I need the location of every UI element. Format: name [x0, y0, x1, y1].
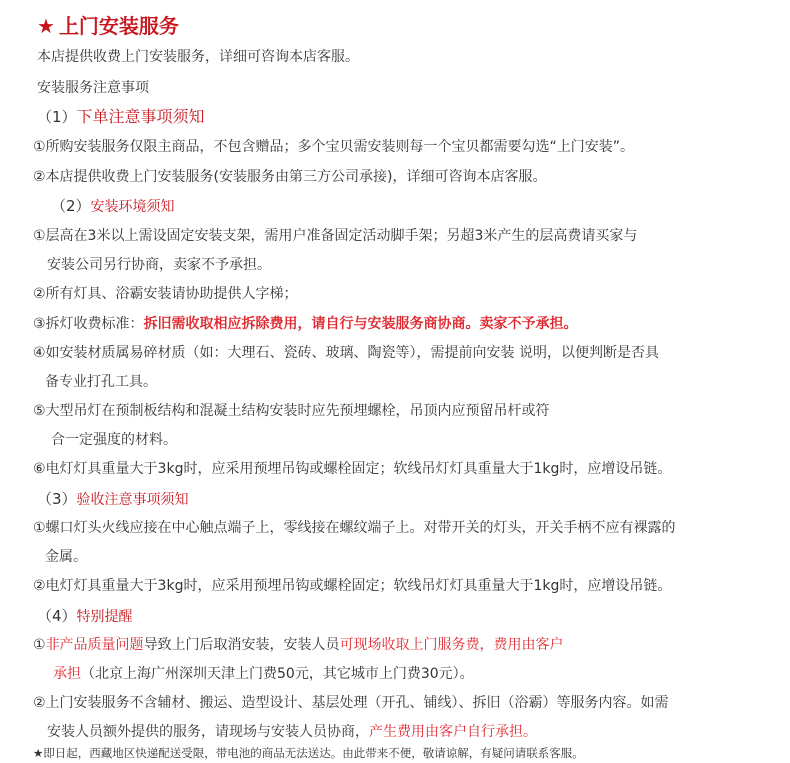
section1-item2: ②本店提供收费上门安装服务(安装服务由第三方公司承接)，详细可咨询本店客服。 [33, 169, 547, 185]
section3-heading [37, 489, 189, 510]
section1-num: （1） [37, 108, 77, 126]
page-title [37, 13, 179, 39]
section4-item2-line1: ②上门安装服务不含辅材、搬运、造型设计、基层处理（开孔、铺线）、拆旧（浴霸）等服务内容。如需 [33, 695, 669, 711]
section2-item5-line1: ⑤大型吊灯在预制板结构和混凝土结构安装时应先预埋螺栓，吊顶内应预留吊杆或符 [33, 403, 550, 419]
section4-item2-prefix: 安装人员额外提供的服务，请现场与安装人员协商， [47, 724, 369, 740]
section4-item1-line1 [33, 635, 564, 655]
section4-item1-fees: （北京上海广州深圳天津上门费50元，其它城市上门费30元）。 [81, 666, 474, 682]
section3-item2: ②电灯灯具重量大于3kg时，应采用预埋吊钩或螺栓固定；软线吊灯灯具重量大于1kg时，应增设吊链。 [33, 578, 672, 594]
section2-item1-line2: 安装公司另行协商，卖家不予承担。 [47, 257, 271, 273]
section4-item1-middle: 导致上门后取消安装，安装人员 [143, 637, 340, 653]
section2-item1-line1: ①层高在3米以上需设固定安装支架，需用户准备固定活动脚手架；另超3米产生的层高费请买家与 [33, 228, 638, 244]
section3-item1-line2: 金属。 [45, 549, 87, 565]
section4-item2-line2 [47, 722, 537, 742]
section2-item3-highlight: 拆旧需收取相应拆除费用，请自行与安装服务商协商。卖家不予承担。 [143, 316, 578, 332]
section4-label: 特别提醒 [76, 609, 133, 625]
section4-item1-mark: ① [33, 637, 46, 653]
section3-item1-line1: ①螺口灯头火线应接在中心触点端子上，零线接在螺纹端子上。对带开关的灯头，开关手柄不应有裸露的 [33, 520, 676, 536]
section4-item1-line2 [53, 664, 474, 684]
section2-item4-line1: ④如安装材质属易碎材质（如：大理石、瓷砖、玻璃、陶瓷等），需提前向安装 说明，以便判断是否具 [33, 345, 659, 361]
section4-heading [37, 606, 133, 627]
intro-text: 本店提供收费上门安装服务，详细可咨询本店客服。 [37, 49, 359, 65]
section2-num: （2） [51, 197, 91, 215]
page-title-text: 上门安装服务 [58, 14, 179, 38]
section4-num: （4） [37, 607, 77, 625]
section4-item1-highlight1: 非产品质量问题 [45, 637, 144, 653]
section1-heading [37, 107, 205, 127]
section2-item3-prefix: ③拆灯收费标准： [33, 316, 144, 332]
section2-item3 [33, 314, 578, 334]
section3-label: 验收注意事项须知 [76, 492, 189, 508]
section4-item1-highlight3: 承担 [53, 666, 81, 682]
notice-title: 安装服务注意事项 [37, 80, 149, 96]
section2-item4-line2: 备专业打孔工具。 [45, 374, 157, 390]
section3-num: （3） [37, 490, 77, 508]
section4-item1-highlight2: 可现场收取上门服务费，费用由客户 [339, 637, 564, 653]
section2-item5-line2: 合一定强度的材料。 [51, 432, 177, 448]
section1-label: 下单注意事项须知 [76, 107, 205, 126]
star-icon: ★ [37, 14, 55, 38]
section2-item6: ⑥电灯灯具重量大于3kg时，应采用预埋吊钩或螺栓固定；软线吊灯灯具重量大于1kg时，应增设吊链。 [33, 461, 672, 477]
section4-item2-highlight: 产生费用由客户自行承担。 [369, 724, 537, 740]
section2-label: 安装环境须知 [90, 199, 175, 215]
section2-item2: ②所有灯具、浴霸安装请协助提供人字梯； [33, 286, 298, 302]
section2-heading [51, 196, 175, 217]
section1-item1: ①所购安装服务仅限主商品，不包含赠品；多个宝贝需安装则每一个宝贝都需要勾选“上门安装”。 [33, 139, 635, 155]
footer-note: ★即日起，西藏地区快递配送受限，带电池的商品无法送达。由此带来不便，敬请谅解，有疑问请联系客服。 [33, 746, 584, 760]
